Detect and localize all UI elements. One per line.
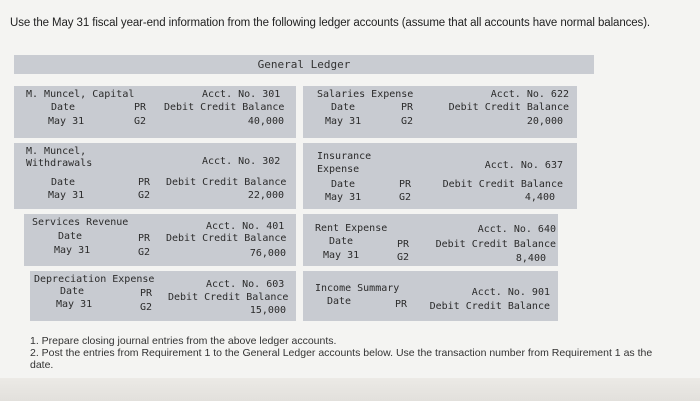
ledger-account-insurance-expense (303, 143, 577, 209)
requirement-2-line1: 2. Post the entries from Requirement 1 to the General Ledger accounts below. Use the transaction number from Requirement 1 as the (30, 347, 653, 359)
col-date: Date (327, 296, 352, 307)
entry-pr: G2 (399, 192, 412, 203)
account-number: Acct. No. 302 (202, 156, 281, 167)
col-pr: PR (138, 233, 151, 244)
col-pr: PR (401, 102, 414, 113)
entry-balance: 40,000 (247, 116, 284, 127)
entry-date: May 31 (54, 245, 91, 256)
col-date: Date (329, 236, 354, 247)
entry-balance: 4,400 (524, 192, 555, 203)
col-date: Date (51, 177, 76, 188)
account-name: Services Revenue (32, 217, 129, 228)
col-pr: PR (138, 177, 151, 188)
entry-balance: 15,000 (249, 305, 286, 316)
col-pr: PR (399, 179, 412, 190)
entry-pr: G2 (140, 302, 153, 313)
account-name-line1: M. Muncel, (26, 146, 87, 157)
entry-balance: 22,000 (247, 190, 284, 201)
col-debit-credit-balance: Debit Credit Balance (448, 102, 569, 113)
account-number: Acct. No. 622 (490, 89, 569, 100)
col-date: Date (60, 286, 85, 297)
account-name: Salaries Expense (317, 89, 414, 100)
account-number: Acct. No. 603 (206, 279, 285, 290)
col-pr: PR (134, 102, 147, 113)
entry-pr: G2 (397, 252, 410, 263)
entry-balance: 20,000 (526, 116, 563, 127)
col-date: Date (51, 102, 76, 113)
entry-pr: G2 (401, 116, 414, 127)
col-date: Date (58, 231, 83, 242)
col-debit-credit-balance: Debit Credit Balance (164, 102, 285, 113)
entry-pr: G2 (138, 247, 151, 258)
page-bottom-edge (0, 378, 700, 401)
account-name-line1: Insurance (317, 151, 372, 162)
col-debit-credit-balance: Debit Credit Balance (435, 239, 556, 250)
col-debit-credit-balance: Debit Credit Balance (168, 292, 289, 303)
entry-date: May 31 (325, 116, 362, 127)
requirement-1: 1. Prepare closing journal entries from the above ledger accounts. (30, 335, 337, 347)
col-debit-credit-balance: Debit Credit Balance (166, 177, 287, 188)
entry-balance: 8,400 (515, 253, 546, 264)
ledger-account-withdrawals (14, 143, 296, 209)
requirements (30, 335, 700, 371)
account-number: Acct. No. 637 (484, 160, 563, 171)
account-number: Acct. No. 301 (202, 89, 281, 100)
account-name: Depreciation Expense (34, 274, 155, 285)
instructions-text: Use the May 31 fiscal year-end information from the following ledger accounts (assume that all accounts have normal balances). (10, 17, 651, 29)
requirement-2-line2: date. (30, 359, 54, 371)
entry-balance: 76,000 (249, 248, 286, 259)
col-pr: PR (395, 299, 408, 310)
col-pr: PR (397, 239, 410, 250)
general-ledger-title: General Ledger (14, 55, 594, 74)
entry-date: May 31 (323, 250, 360, 261)
ledger-account-services-revenue (24, 214, 296, 266)
ledger-account-rent-expense (303, 214, 558, 266)
account-name: M. Muncel, Capital (26, 89, 135, 100)
entry-date: May 31 (48, 116, 85, 127)
entry-date: May 31 (325, 192, 362, 203)
account-number: Acct. No. 401 (206, 221, 285, 232)
entry-date: May 31 (48, 190, 85, 201)
ledger-account-capital (14, 86, 296, 138)
entry-pr: G2 (138, 190, 151, 201)
account-name: Income Summary (315, 283, 400, 294)
account-name: Rent Expense (315, 223, 388, 234)
entry-pr: G2 (134, 116, 147, 127)
ledger-account-income-summary (303, 271, 558, 321)
account-name-line2: Expense (317, 164, 360, 175)
account-number: Acct. No. 640 (477, 224, 556, 235)
ledger-account-salaries-expense (303, 86, 577, 138)
account-number: Acct. No. 901 (471, 287, 550, 298)
col-debit-credit-balance: Debit Credit Balance (442, 179, 563, 190)
col-date: Date (331, 102, 356, 113)
account-name-line2: Withdrawals (26, 158, 93, 169)
col-date: Date (331, 179, 356, 190)
ledger-account-depreciation-expense (30, 271, 296, 321)
col-pr: PR (140, 288, 153, 299)
col-debit-credit-balance: Debit Credit Balance (429, 301, 550, 312)
col-debit-credit-balance: Debit Credit Balance (166, 233, 287, 244)
entry-date: May 31 (56, 299, 93, 310)
